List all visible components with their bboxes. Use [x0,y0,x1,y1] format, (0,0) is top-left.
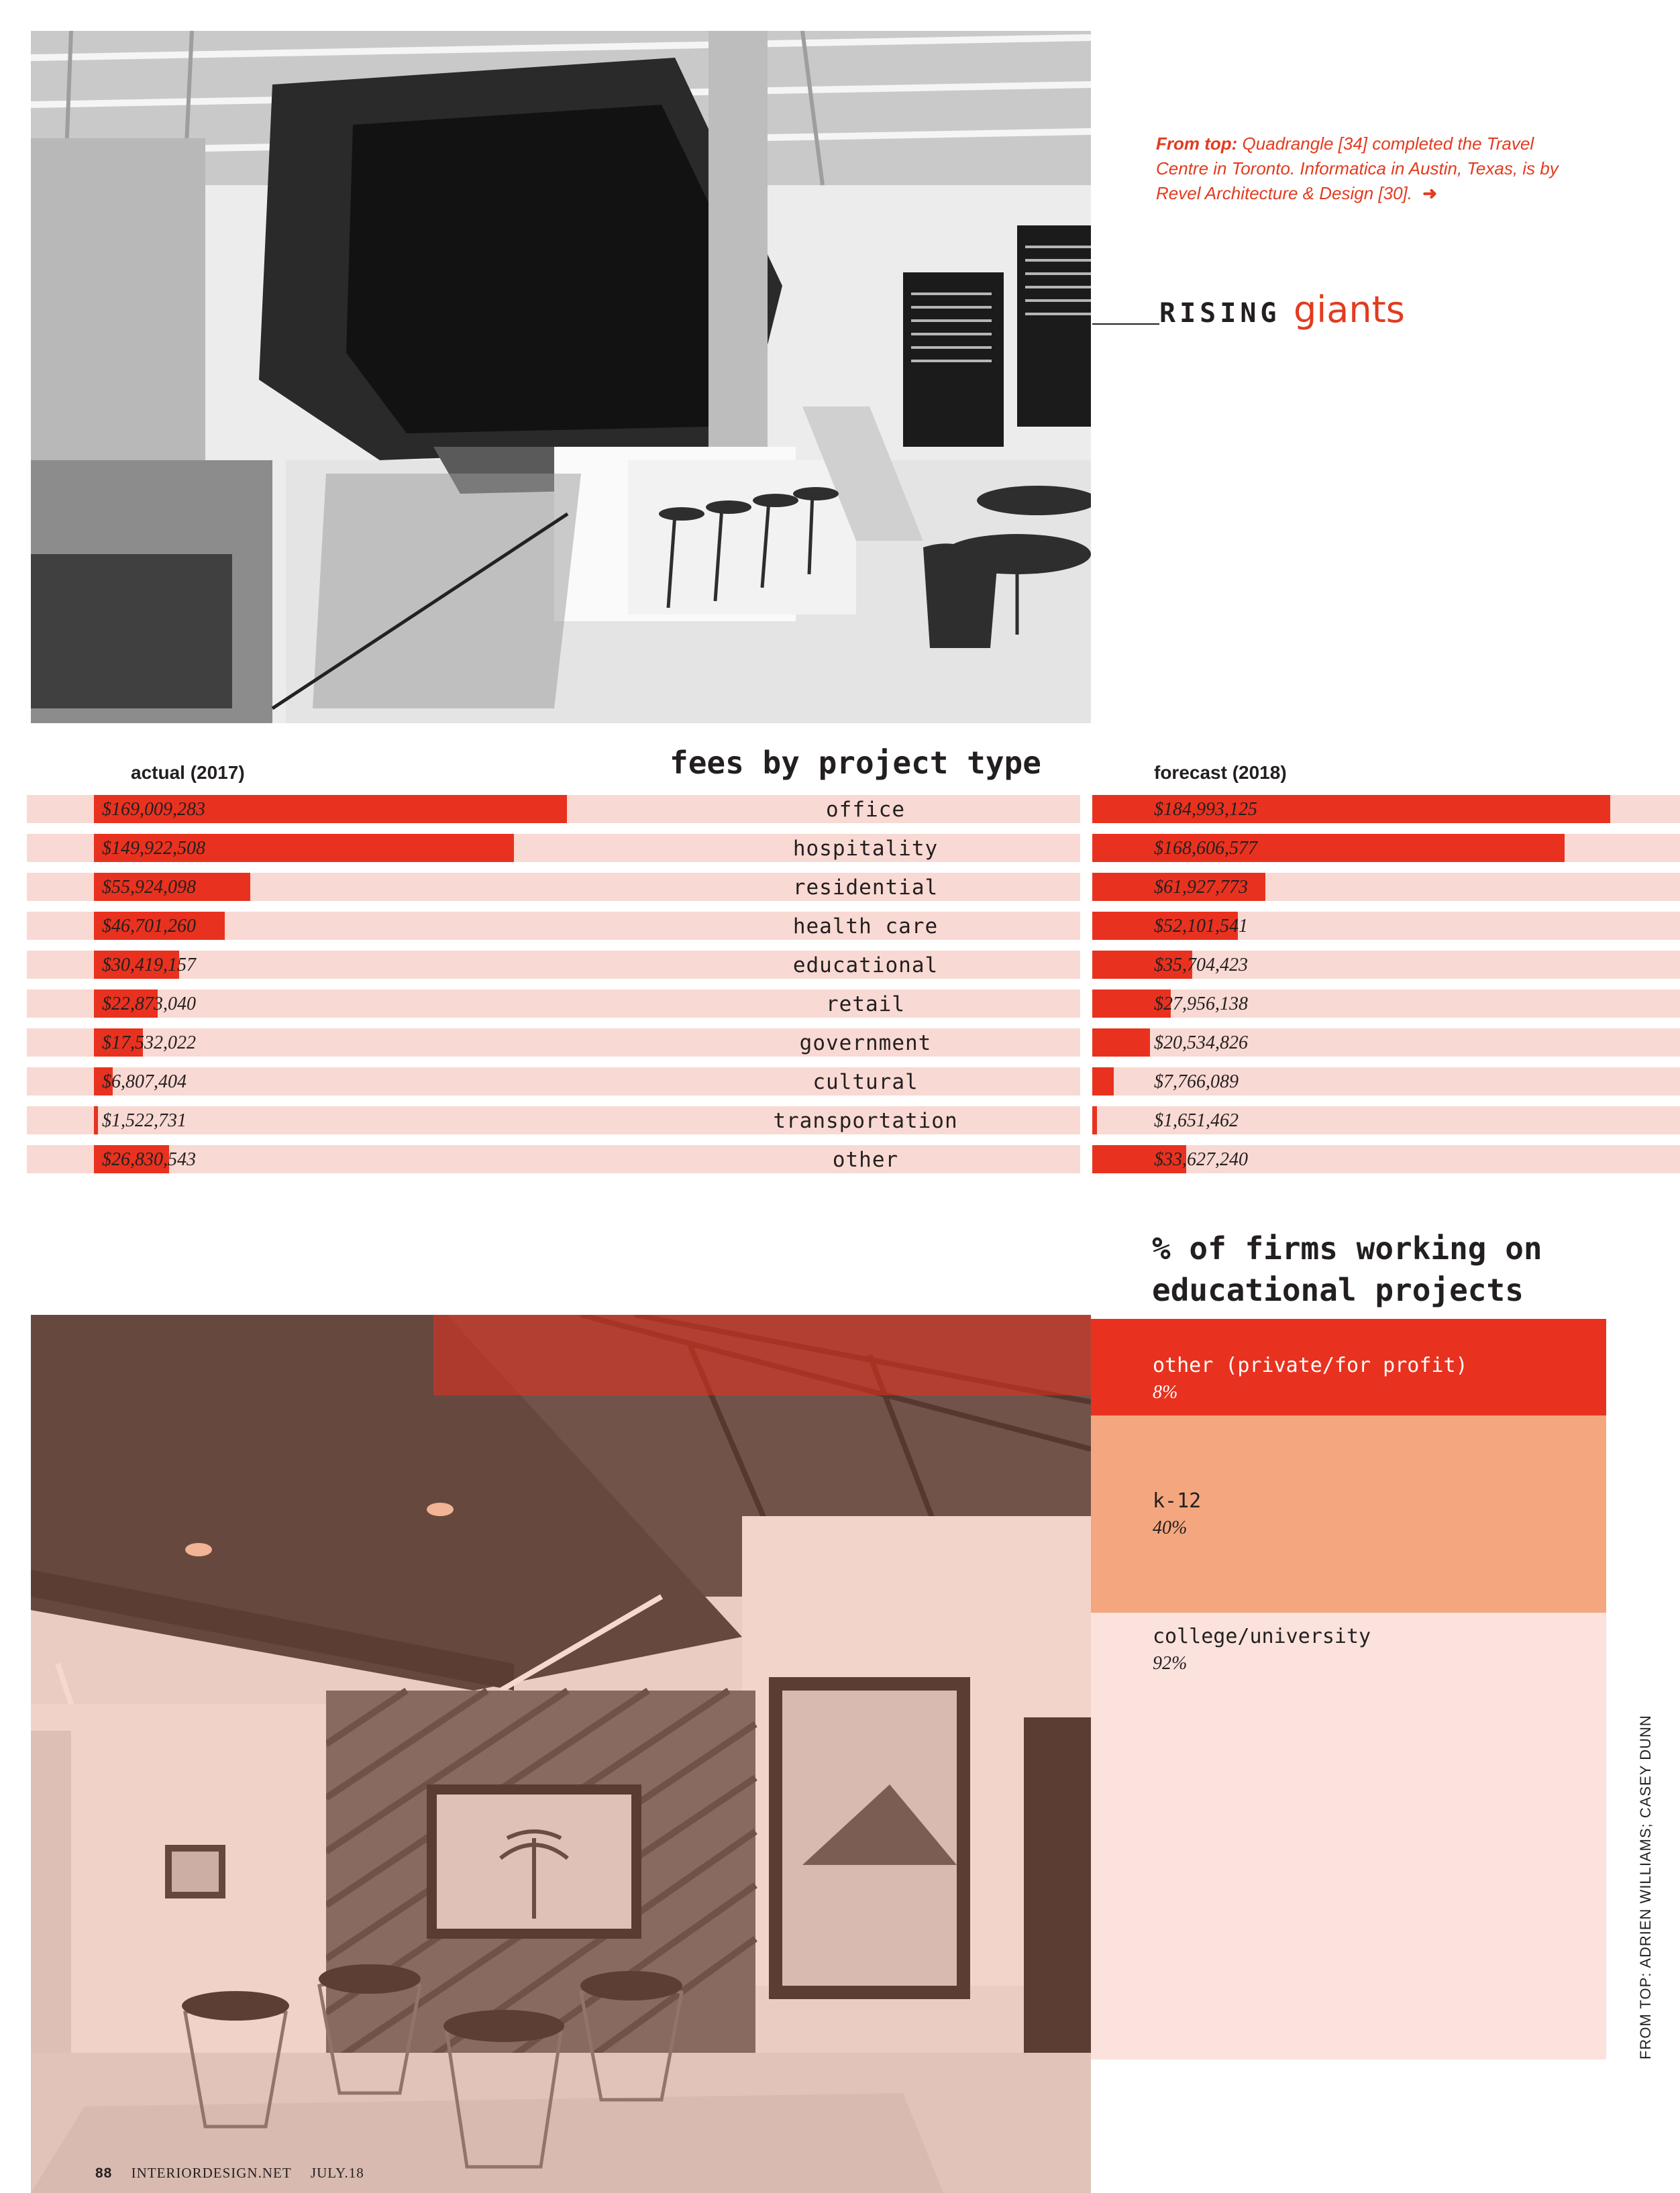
value-forecast: $27,956,138 [1154,994,1248,1014]
category-label: educational [792,953,939,977]
value-forecast: $20,534,826 [1154,1032,1248,1053]
value-actual: $30,419,157 [102,955,196,975]
value-actual: $22,873,040 [102,994,196,1014]
page-number: 88 [95,2165,113,2181]
category-label: other [832,1148,899,1172]
category-label: residential [792,875,939,900]
category-label: transportation [773,1109,958,1133]
forecast-series-label: forecast (2018) [1154,762,1287,783]
education-block-2 [1091,1613,1606,2060]
education-category-label: k-12 [1153,1489,1202,1513]
section-heading-rising: RISING [1159,298,1281,329]
actual-series-label: actual (2017) [131,762,245,783]
value-actual: $149,922,508 [102,838,205,859]
photo-credit: FROM TOP: ADRIEN WILLIAMS; CASEY DUNN [1637,1715,1654,2060]
magazine-name: INTERIORDESIGN.NET [131,2165,292,2181]
issue-date: JULY.18 [310,2165,364,2181]
education-block-1 [1091,1415,1606,1613]
value-actual: $6,807,404 [102,1071,187,1092]
category-label: office [826,798,905,822]
education-category-label: college/university [1153,1625,1371,1648]
category-label: cultural [812,1070,918,1094]
caption-lead: From top: [1156,133,1238,154]
education-category-label: other (private/for profit) [1153,1354,1468,1377]
bar-forecast-7 [1092,1067,1114,1095]
section-heading-giants: giants [1294,288,1405,331]
education-percent-label: 92% [1153,1653,1188,1674]
education-percent-label: 40% [1153,1517,1188,1538]
value-actual: $46,701,260 [102,916,196,937]
value-actual: $17,532,022 [102,1032,196,1053]
value-forecast: $35,704,423 [1154,955,1248,975]
value-actual: $55,924,098 [102,877,196,898]
value-forecast: $184,993,125 [1154,799,1257,820]
value-actual: $169,009,283 [102,799,205,820]
category-label: health care [792,914,939,939]
value-forecast: $52,101,541 [1154,916,1248,937]
page-footer [95,2165,364,2182]
arrow-right-icon: ➜ [1422,183,1438,203]
value-forecast: $168,606,577 [1154,838,1257,859]
bar-forecast-8 [1092,1106,1097,1134]
education-chart-title: % of firms working on educational projects [1152,1230,1542,1308]
caption-body: Quadrangle [34] completed the Travel Centre in Toronto. Informatica in Austin, Texas, is by Revel Architecture & Design [30]. [1156,133,1559,203]
value-forecast: $1,651,462 [1154,1110,1239,1131]
value-actual: $1,522,731 [102,1110,187,1131]
value-forecast: $61,927,773 [1154,877,1248,898]
fees-chart-title: fees by project type [670,745,1041,781]
education-percent-label: 8% [1153,1382,1178,1403]
bar-forecast-6 [1092,1028,1150,1057]
education-block-0 [1091,1319,1606,1415]
category-label: hospitality [792,837,939,861]
category-label: retail [826,992,905,1016]
informatica-photo [31,1315,1091,2193]
value-actual: $26,830,543 [102,1149,196,1170]
category-label: government [799,1031,932,1055]
value-forecast: $33,627,240 [1154,1149,1248,1170]
value-forecast: $7,766,089 [1154,1071,1239,1092]
bar-actual-8 [94,1106,98,1134]
